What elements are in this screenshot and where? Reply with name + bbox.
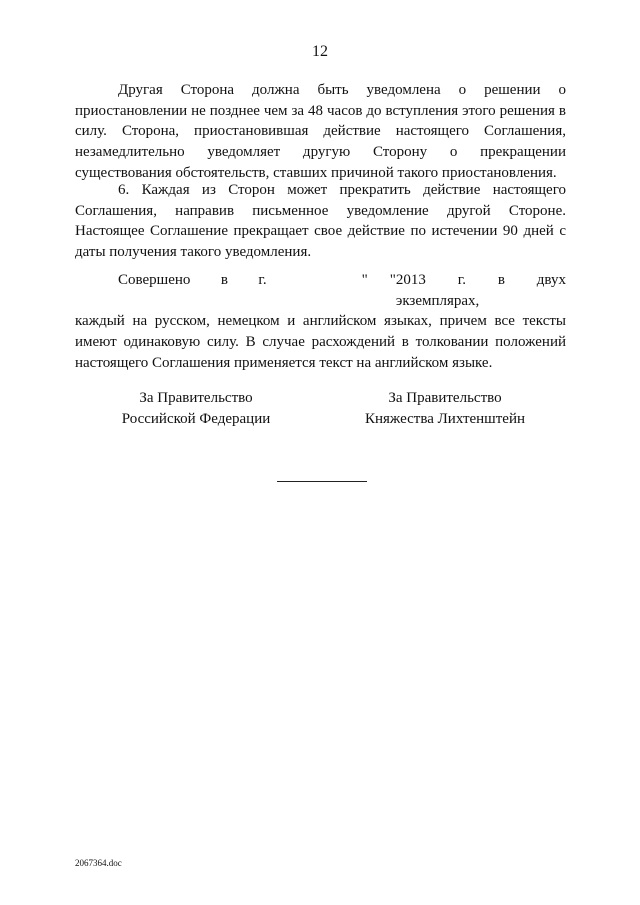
paragraph-execution (75, 270, 566, 374)
paragraph-suspension-notice: Другая Сторона должна быть уведомлена о решении о приостановлении не позднее чем за 48 часов до вступления этого решения в силу. Сторона, приостановившая действие настоящего Соглашения, незамедлительно уведомляет другую Сторону о прекращении существования обстоятельств, ставших причиной такого приостановления. (75, 82, 566, 181)
signature-right-line1: За Правительство (388, 390, 502, 406)
quote-open: " (361, 272, 368, 288)
execution-place-date (75, 270, 396, 311)
signature-block-liechtenstein (345, 388, 545, 430)
end-divider-line (277, 481, 367, 482)
page-number: 12 (312, 43, 328, 60)
signature-left-line1: За Правительство (139, 390, 253, 406)
document-filename: 2067364.doc (75, 858, 122, 868)
execution-start-text: Совершено в г. (118, 272, 267, 288)
execution-first-line (75, 270, 566, 311)
signature-left-line2: Российской Федерации (121, 411, 271, 427)
execution-rest-text: каждый на русском, немецком и английском языках, причем все тексты имеют одинаковую силу. В случае расхождений в толковании положений настоящего Соглашения применяется текст на английском языке. (75, 313, 566, 371)
signature-right-line2: Княжества Лихтенштейн (364, 411, 526, 427)
execution-year-text: 2013 г. в двух экземплярах, (395, 272, 566, 309)
signature-block-russia (96, 388, 296, 430)
quote-close: " (389, 272, 396, 288)
paragraph-termination: 6. Каждая из Сторон может прекратить действие настоящего Соглашения, направив письменное уведомление другой Стороне. Настоящее Соглашение прекращает свое действие по истечении 90 дней с даты получения такого уведомления. (75, 182, 566, 261)
